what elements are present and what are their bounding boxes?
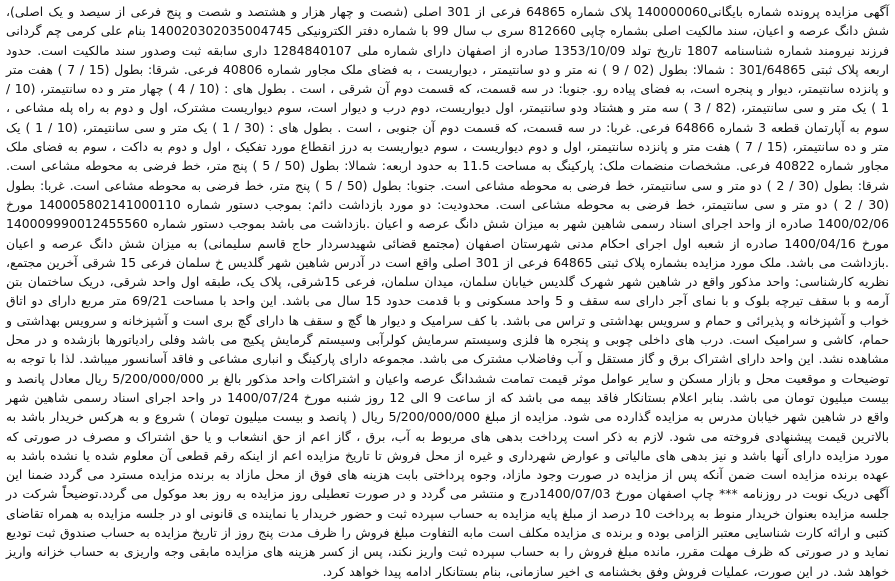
auction-notice-document xyxy=(6,2,889,579)
auction-notice-text: آگهی مزایده پرونده شماره بایگانی140000060 پلاک شماره 64865 فرعی از 301 اصلی (شصت و چهار هزار و هشتصد و شصت و پنج فرعی از سیصد و یک اصلی)، شش دانگ عرصه و اعیان، سند مالکیت اصلی بشماره چاپی 812660 سری ب سال 99 با شماره دفتر الکترونیکی 140020302035004745 بنام علی کرمی چم گردانی فرزند نیرومند شماره شناسنامه 1807 تاریخ تولد 1353/10/09 صادره از اصفهان دارای شماره ملی 1284840107 داری سابقه ثبت وصدور سند مالکیت است. حدود اربعه پلاک ثبتی 301/64865 : شمالا: بطول (02 / 9 ) نه متر و دو سانتیمتر ، دیواریست ، به فضای ملک مجاور شماره 40806 فرعی. شرقا: بطول (15 / 7 ) هفت متر و پانزده سانتیمتر، دیوار و پنجره است، به فضای پیاده رو. جنوبا: در سه قسمت، که قسمت دوم آن شرقی ، است . بطول های : (10 / 4 ) چهار متر و ده سانتیمتر، (10 / 1 ) یک متر و سی سانتیمتر، (82 / 3 ) سه متر و هشتاد ودو سانتیمتر، اول دیواریست، دوم درب و دیوار است، سوم دیواریست مشترک، اول و دوم به راه پله مشاعی ، سوم به آپارتمان قطعه 3 شماره 64866 فرعی. غربا: در سه قسمت، که قسمت دوم آن جنوبی ، است . بطول های : (30 / 1 ) یک متر و سی سانتیمتر، (10 / 1 ) یک متر و ده سانتیمتر، (15 / 7 ) هفت متر و پانزده سانتیمتر، اول و دوم دیواریست ، سوم دیواریست به درز انقطاع مورد تفکیک ، اول و دوم به داکت ، سوم به فضای ملک مجاور شماره 40822 فرعی. مشخصات منضمات ملک: پارکینگ به مساحت 11.5 به حدود اربعه: شمالا: بطول (50 / 5 ) پنج متر، خط فرضی به محوطه مشاعی است. شرقا: بطول (30 / 2 ) دو متر و سی سانتیمتر، خط فرضی به محوطه مشاعی است. جنوبا: بطول (50 / 5 ) پنج متر، خط فرضی به محوطه مشاعی است. غربا: بطول (30 / 2 ) دو متر و سی سانتیمتر، خط فرضی به محوطه مشاعی است. محدودیت: دو مورد بازداشت دائم: بموجب دستور شماره 140005802141000110 مورخ 1400/02/06 صادره از واحد اجرای اسناد رسمی شاهین شهر به میزان شش دانگ عرصه و اعیان .بازداشت می باشد بموجب دستور شماره 140009990012455560 مورخ 1400/04/16 صادره از شعبه اول اجرای احکام مدنی شهرستان اصفهان (مجتمع قضائی شهیدسردار حاج قاسم سلیمانی) به میزان شش دانگ عرصه و اعیان .بازداشت می باشد. ملک مورد مزایده بشماره پلاک ثبتی 64865 فرعی از 301 اصلی واقع است در آدرس شاهین شهر گلدیس خ سلمان فرعی 15 شرقی آخرین مجتمع، نظریه کارشناسی: واحد مذکور واقع در شاهین شهر شهرک گلدیس خیابان سلمان، میدان سلمان، فرعی 15شرقی، پلاک یک، طبقه اول واحد شرقی، دریک ساختمان بتن آرمه و با سقف تیرچه بلوک و با نمای آجر دارای سه سقف و 5 واحد مسکونی و با قدمت حدود 15 سال می باشد. این واحد با مساحت 69/21 متر مربع دارای دو اتاق خواب و آشپزخانه و پذیرائی و حمام و سرویس بهداشتی و تراس می باشد. با کف سرامیک و دیوار ها گچ و سقف ها دارای گچ بری است و آشپزخانه و سرویس بهداشتی و حمام، کاشی و سرامیک است. درب های داخلی چوبی و پنجره ها فلزی وسیستم سرمایش کولرآبی وسیستم گرمایش پکیج می باشد وفلی رادیاتورها بازشده و در محل مشاهده نشد. این واحد دارای اشتراک برق و گاز مستقل و آب وفاضلاب مشترک می باشد. مجموعه دارای پارکینگ و انباری مشاعی و فاقد آسانسور میباشد. لذا با توجه به توضیحات و موقعیت محل و بازار مسکن و سایر عوامل موثر قیمت تمامت ششدانگ عرصه واعیان و اشتراکات واحد مذکور بالغ بر 5/200/000/000 ریال معادل پانصد و بیست میلیون تومان می باشد. بنابر اعلام بستانکار فاقد بیمه می باشد که از ساعت 9 الی 12 روز شنبه مورخ 1400/07/24 در واحد اجرای اسناد رسمی شاهین شهر واقع در شاهین شهر خیابان مدرس به مزایده گذارده می شود. مزایده از مبلغ 5/200/000/000 ریال ( پانصد و بیست میلیون تومان ) شروع و به هرکس خریدار باشد به بالاترین قیمت پیشنهادی فروخته می شود. لازم به ذکر است پرداخت بدهی های مربوط به آب، برق ، گاز اعم از حق انشعاب و یا حق اشتراک و مصرف در صورتی که مورد مزایده دارای آنها باشد و نیز بدهی های مالیاتی و عوارض شهرداری و غیره از محل فروش تا تاریخ مزایده اعم از اینکه رقم قطعی آن معلوم شده یا نشده باشد به عهده برنده مزایده است ضمن آنکه پس از مزایده در صورت وجود مازاد، وجوه پرداختی بابت هزینه های فوق از محل مازاد به برنده مزایده مسترد می گردد ضمنا این آگهی دریک نوبت در روزنامه *** چاپ اصفهان مورخ 1400/07/03درج و منتشر می گردد و در صورت تعطیلی روز مزایده به روز بعد موکول می گردد.توضیحاًً شرکت در جلسه مزایده بعنوان خریدار منوط به پرداخت 10 درصد از مبلغ پایه مزایده به حساب سپرده ثبت و حضور خریدار یا نماینده ی قانونی او در جلسه مزایده به همراه تقاضای کتبی و ارائه کارت شناسایی معتبر الزامی بوده و برنده ی مزایده مکلف است مابه التفاوت مبلغ فروش را ظرف مدت پنج روز از تاریخ مزایده به حساب صندوق ثبت تودیع نماید و در صورتی که ظرف مهلت مقرر، مانده مبلغ فروش را به حساب سپرده ثبت واریز نکند، پس از کسر هزینه های مزایده مابقی وجه واریزی به حساب خزانه واریز خواهد شد. در این صورت، عملیات فروش وفق بخشنامه ی اخیر سازمانی، بنام بستانکار ادامه پیدا خواهد کرد. xyxy=(6,4,889,579)
